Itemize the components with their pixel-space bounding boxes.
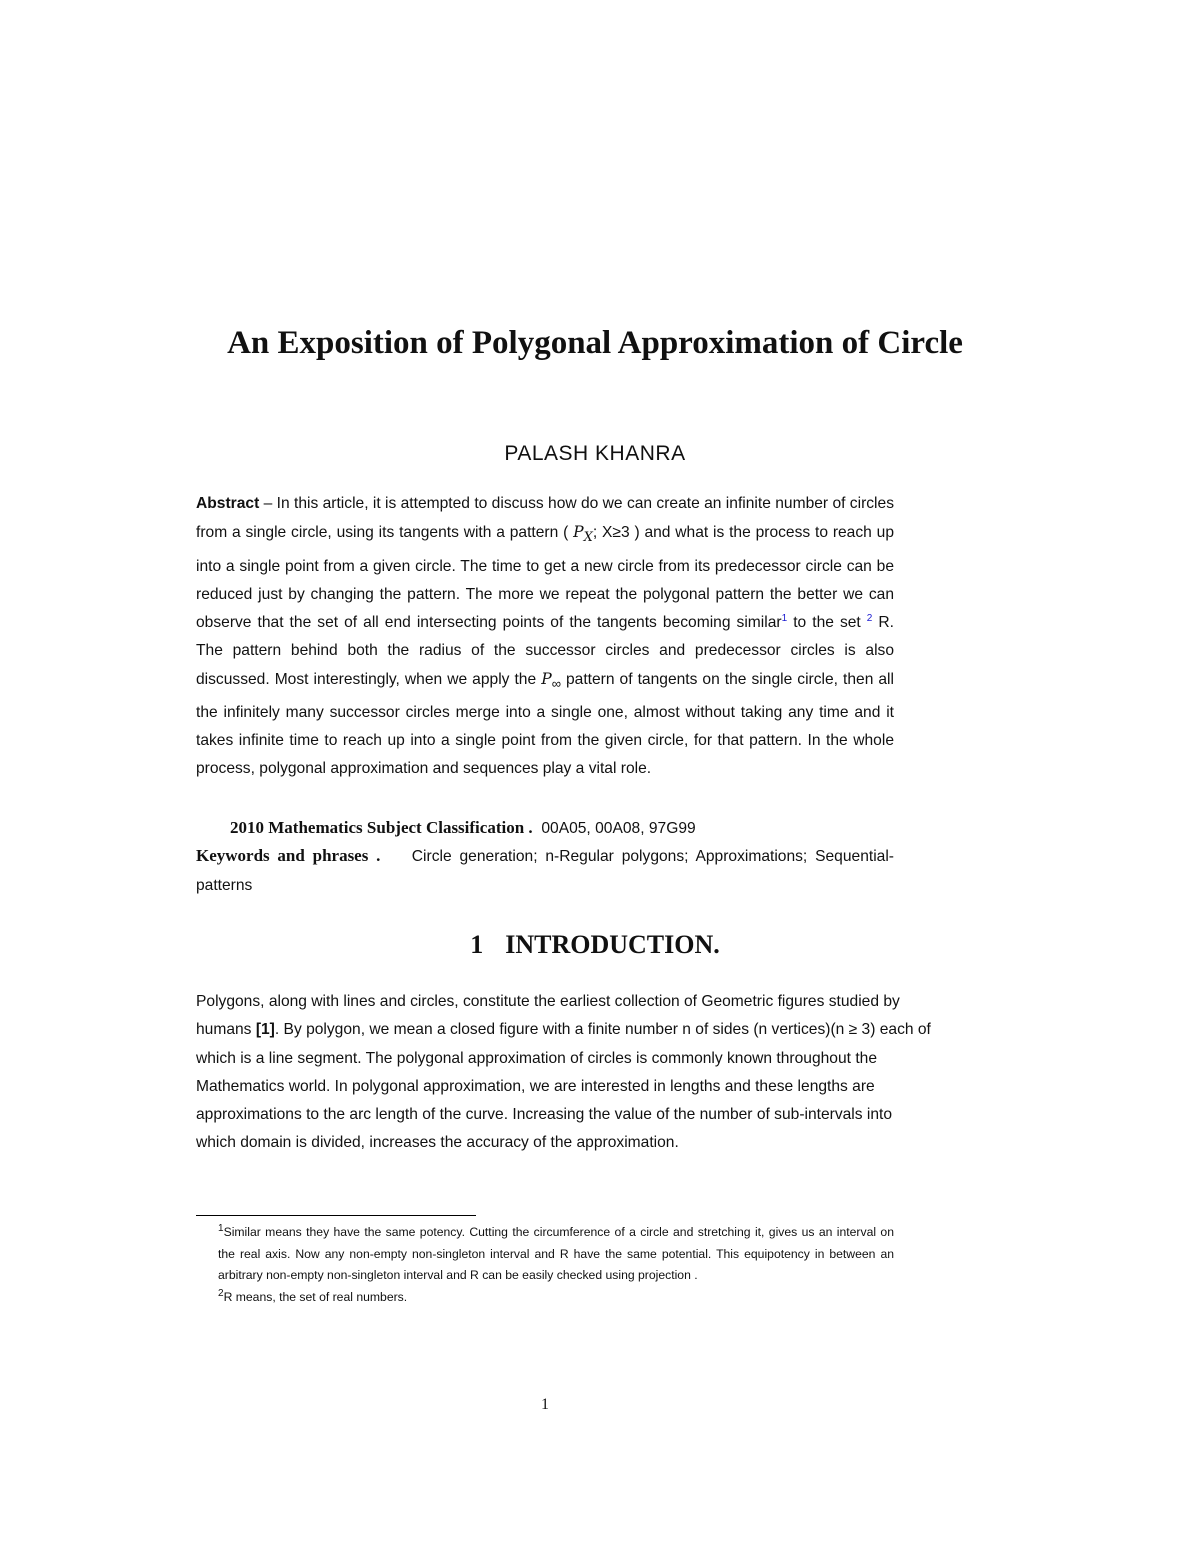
- abstract-text-1: In this article, it is attempted to discuss how do we can create an infinite number of circles from a single circle, using its tangents with a pattern (: [196, 495, 894, 542]
- abstract-label: Abstract: [196, 495, 260, 512]
- keywords: [196, 842, 894, 900]
- footnote-text-1: Similar means they have the same potency. Cutting the circumference of a circle and stretching it, gives us an interval on the real axis. Now any non-empty non-singleton interval and R have the same potential. This equipotency in between an arbitrary non-empty non-singleton interval and R can be easily checked using projection .: [218, 1225, 894, 1282]
- abstract-text-5: pattern of tangents on the single circle, then all the infinitely many successor circles merge into a single one, almost without taking any time and it takes infinite time to reach up into a single point from the given circle, for that pattern. In the whole process, polygonal approximation and sequences play a vital role.: [196, 671, 894, 778]
- footnote-marker-2: 2: [218, 1287, 224, 1299]
- footnote-2: [196, 1287, 894, 1309]
- section-heading: [150, 930, 1040, 960]
- abstract-text-4: R. The pattern behind both the radius of the successor circles and predecessor circles is also discussed. Most interestingly, when we apply the: [196, 613, 894, 689]
- footnotes: [196, 1222, 894, 1308]
- footnote-divider: [196, 1215, 476, 1216]
- keywords-label: Keywords and phrases .: [196, 846, 381, 865]
- footnote-ref-2[interactable]: 2: [866, 612, 873, 624]
- intro-paragraph: [196, 988, 936, 1158]
- infinity-pattern-symbol: P: [541, 670, 552, 689]
- intro-text-1: Polygons, along with lines and circles, constitute the earliest collection of Geometric figures studied by humans: [196, 993, 900, 1039]
- footnote-text-2: R means, the set of real numbers.: [223, 1289, 408, 1304]
- abstract-text-2: ; X≥3 ) and what is the process to reach up into a single point from a given circle. The time to get a new circle from its predecessor circle can be reduced just by changing the pattern. The more we repeat the polygonal pattern the better we can observe that the set of all end intersecting points of the tangents becoming similar: [196, 524, 894, 631]
- pattern-symbol: P: [573, 523, 584, 542]
- keywords-value: Circle generation; n-Regular polygons; Approximations; Sequential-patterns: [196, 848, 895, 894]
- paper-title: An Exposition of Polygonal Approximation of Circle: [227, 325, 963, 361]
- msc-label: 2010 Mathematics Subject Classification .: [230, 818, 533, 837]
- footnote-ref-1[interactable]: 1: [781, 612, 788, 624]
- infinity-subscript: ∞: [551, 676, 561, 692]
- msc-value: 00A05, 00A08, 97G99: [541, 820, 696, 837]
- footnote-1: [196, 1222, 894, 1287]
- intro-text-2: . By polygon, we mean a closed figure with a finite number n of sides (n vertices)(n ≥ 3) each of which is a line segment. The polygonal approximation of circles is commonly known throughout the Mathematics world. In polygonal approximation, we are interested in lengths and these lengths are approximations to the arc length of the curve. Increasing the value of the number of sub-intervals into which domain is divided, increases the accuracy of the approximation.: [196, 1021, 931, 1152]
- abstract-dash: –: [259, 495, 277, 512]
- section-title: INTRODUCTION.: [505, 930, 720, 959]
- citation-ref[interactable]: [1]: [255, 1021, 275, 1039]
- author-name: PALASH KHANRA: [504, 442, 686, 465]
- msc-classification: [230, 814, 900, 843]
- page-number: 1: [541, 1396, 549, 1413]
- footnote-marker-1: 1: [218, 1222, 224, 1234]
- pattern-subscript: X: [583, 530, 593, 546]
- abstract: [196, 490, 894, 783]
- section-number: 1: [470, 930, 484, 959]
- abstract-text-3: to the set: [787, 613, 867, 631]
